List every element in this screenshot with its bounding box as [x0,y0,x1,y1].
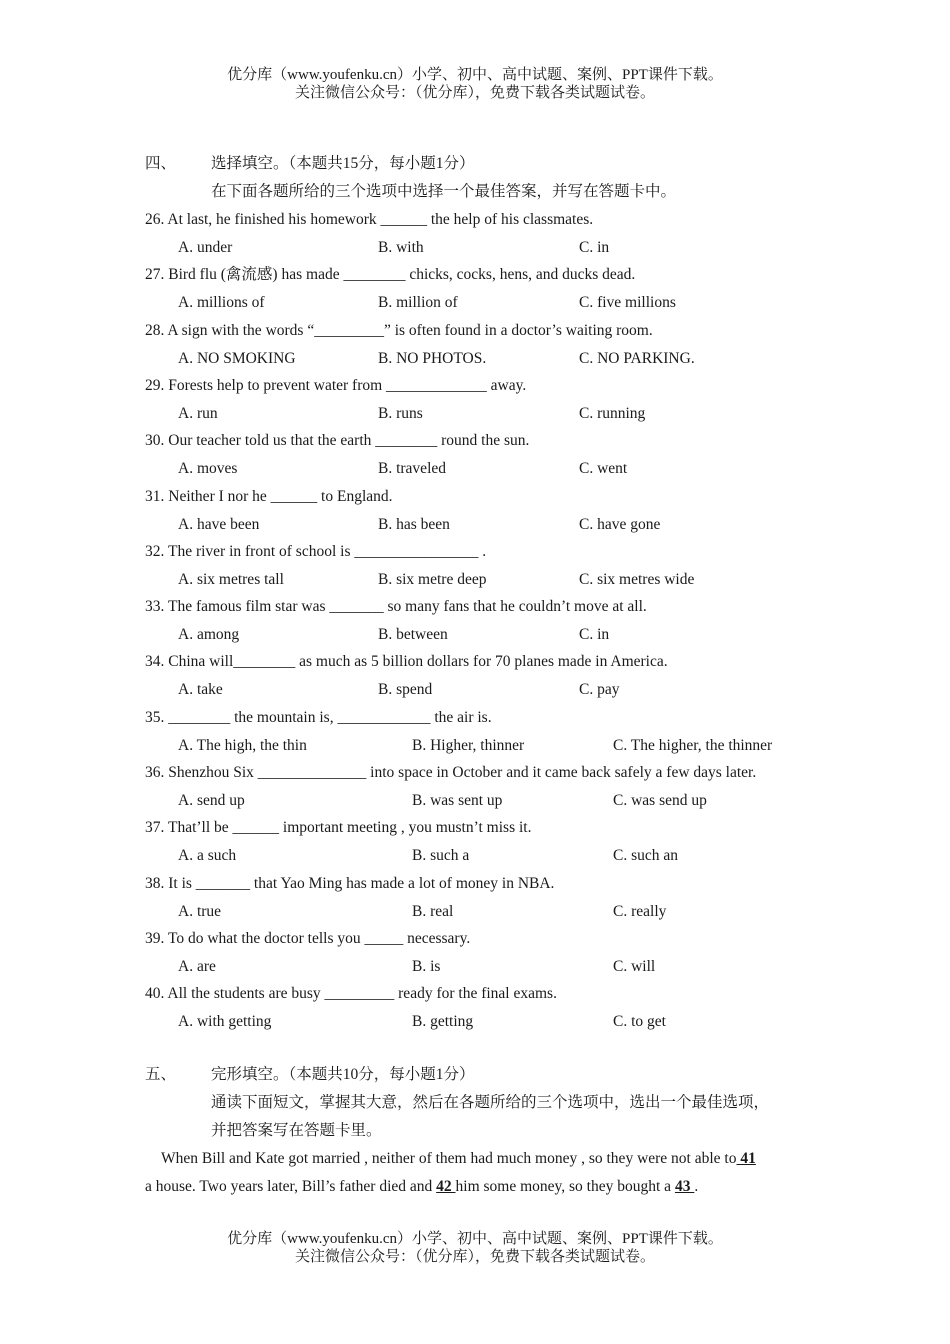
question-options [178,956,878,978]
option-c: C. really [613,903,667,920]
option-a: A. NO SMOKING [178,350,296,367]
option-b: B. runs [378,405,423,422]
question-options [178,624,878,646]
option-b: B. such a [412,847,470,864]
option-b: B. real [412,903,454,920]
question-stem: 26. At last, he finished his homework ______ the help of his classmates. [145,211,594,228]
option-a: A. six metres tall [178,571,284,588]
option-b: B. NO PHOTOS. [378,350,487,367]
option-b: B. spend [378,681,433,698]
question-stem: 35. ________ the mountain is, ____________ the air is. [145,709,492,726]
option-c: C. in [579,239,610,256]
option-a: A. under [178,239,233,256]
section-5-instruction-1: 通读下面短文，掌握其大意，然后在各题所给的三个选项中，选出一个最佳选项， [211,1094,770,1111]
question-options [178,569,878,591]
option-c: C. have gone [579,516,661,533]
section-4-number: 四、 [145,155,177,172]
option-c: C. such an [613,847,679,864]
option-a: A. send up [178,792,245,809]
question-stem: 28. A sign with the words “_________” is often found in a doctor’s waiting room. [145,322,653,339]
option-a: A. millions of [178,294,265,311]
page-header [0,66,950,102]
option-c: C. running [579,405,646,422]
passage-text-2c: . [694,1178,699,1195]
option-a: A. The high, the thin [178,737,307,754]
section-5-number: 五、 [145,1066,177,1083]
option-b: B. has been [378,516,450,533]
passage-line-1 [161,1148,756,1170]
option-a: A. a such [178,847,237,864]
question-stem: 39. To do what the doctor tells you _____ necessary. [145,930,471,947]
question-options [178,901,878,923]
question-stem: 29. Forests help to prevent water from _____________ away. [145,377,527,394]
option-a: A. true [178,903,222,920]
header-line-2: 关注微信公众号：（优分库），免费下载各类试题试卷。 [294,85,655,101]
option-a: A. among [178,626,240,643]
option-a: A. with getting [178,1013,272,1030]
option-b: B. between [378,626,448,643]
option-a: A. are [178,958,216,975]
question-options [178,514,878,536]
option-c: C. NO PARKING. [579,350,695,367]
blank-42: 42 [436,1178,456,1195]
blank-43: 43 [674,1178,695,1195]
question-stem: 30. Our teacher told us that the earth ________ round the sun. [145,432,530,449]
passage-text-1: When Bill and Kate got married , neither of them had much money , so they were not able to [161,1150,737,1167]
question-stem: 40. All the students are busy _________ ready for the final exams. [145,985,557,1002]
option-b: B. six metre deep [378,571,487,588]
option-a: A. have been [178,516,260,533]
option-a: A. moves [178,460,238,477]
question-options [178,458,878,480]
question-options [178,237,878,259]
option-b: B. with [378,239,424,256]
passage-text-2b: him some money, so they bought a [455,1178,675,1195]
passage-text-2a: a house. Two years later, Bill’s father died and [145,1178,437,1195]
question-stem: 37. That’ll be ______ important meeting , you mustn’t miss it. [145,819,532,836]
option-c: C. pay [579,681,620,698]
section-5-title [145,1064,475,1086]
option-b: B. was sent up [412,792,503,809]
page-footer [0,1230,950,1266]
question-options [178,845,878,867]
question-stem: 33. The famous film star was _______ so many fans that he couldn’t move at all. [145,598,647,615]
question-options [178,348,878,370]
question-stem: 38. It is _______ that Yao Ming has made a lot of money in NBA. [145,875,555,892]
option-b: B. is [412,958,441,975]
section-4-title [145,153,475,175]
footer-line-2: 关注微信公众号：（优分库），免费下载各类试题试卷。 [294,1249,655,1265]
option-b: B. million of [378,294,458,311]
question-stem: 34. China will________ as much as 5 billion dollars for 70 planes made in America. [145,653,668,670]
question-options [178,1011,878,1033]
option-a: A. run [178,405,218,422]
section-5-instruction-2: 并把答案写在答题卡里。 [211,1122,382,1139]
option-c: C. six metres wide [579,571,695,588]
option-c: C. The higher, the thinner [613,737,773,754]
option-c: C. to get [613,1013,666,1030]
question-stem: 27. Bird flu (禽流感) has made ________ chicks, cocks, hens, and ducks dead. [145,266,636,283]
question-stem: 31. Neither I nor he ______ to England. [145,488,393,505]
question-options [178,790,878,812]
option-c: C. five millions [579,294,676,311]
option-b: B. getting [412,1013,474,1030]
option-c: C. was send up [613,792,707,809]
passage-line-2 [145,1176,698,1198]
option-c: C. went [579,460,628,477]
option-c: C. in [579,626,610,643]
blank-41: 41 [736,1150,756,1167]
header-line-1: 优分库（www.youfenku.cn）小学、初中、高中试题、案例、PPT课件下载。 [227,67,723,83]
option-a: A. take [178,681,223,698]
question-stem: 36. Shenzhou Six ______________ into space in October and it came back safely a few days later. [145,764,757,781]
section-4-instruction: 在下面各题所给的三个选项中选择一个最佳答案，并写在答题卡中。 [211,183,677,200]
question-options [178,735,878,757]
option-b: B. Higher, thinner [412,737,525,754]
option-c: C. will [613,958,656,975]
section-4-title-text: 选择填空。（本题共15分，每小题1分） [211,155,475,172]
section-5-title-text: 完形填空。（本题共10分，每小题1分） [211,1066,475,1083]
footer-line-1: 优分库（www.youfenku.cn）小学、初中、高中试题、案例、PPT课件下载。 [227,1231,723,1247]
question-stem: 32. The river in front of school is ________________ . [145,543,487,560]
question-options [178,292,878,314]
option-b: B. traveled [378,460,447,477]
question-options [178,403,878,425]
question-options [178,679,878,701]
